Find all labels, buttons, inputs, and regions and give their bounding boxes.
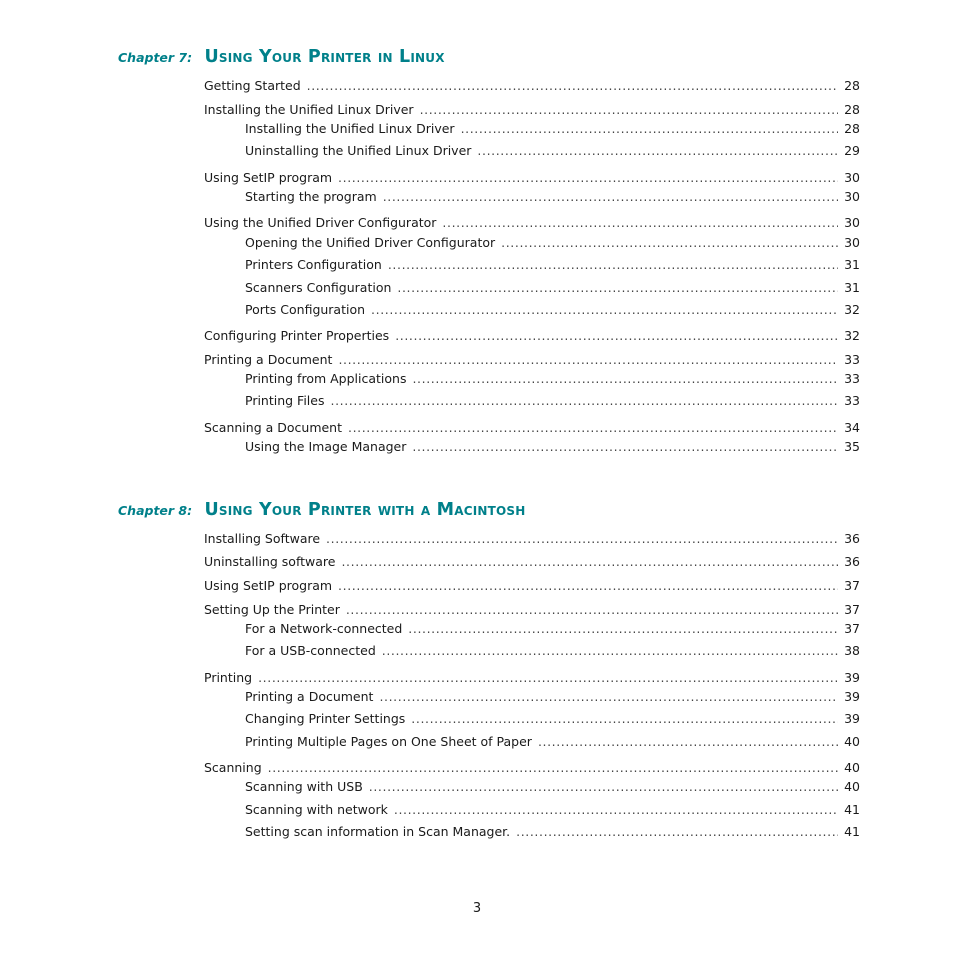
toc-subentry-image-manager[interactable] <box>245 439 860 454</box>
dot-leader <box>516 824 838 839</box>
dot-leader <box>307 78 838 93</box>
toc-entry-text: Installing Software <box>204 531 321 546</box>
toc-subentry-printing-document[interactable] <box>245 689 860 704</box>
toc-entry-text: Printers Configuration <box>245 257 382 272</box>
dot-leader <box>538 734 838 749</box>
chapter-label: Chapter 8: <box>118 503 193 518</box>
dot-leader <box>379 689 838 704</box>
dot-leader <box>348 420 838 435</box>
toc-entry-text: Printing Files <box>245 393 325 408</box>
chapter-title: Using Your Printer with a Macintosh <box>204 500 526 520</box>
toc-entry-text: Setting scan information in Scan Manager. <box>245 824 511 839</box>
toc-page-number: 30 <box>844 189 860 204</box>
toc-page-number: 41 <box>844 802 860 817</box>
toc-entry-installing-driver[interactable] <box>204 102 860 117</box>
dot-leader <box>412 439 838 454</box>
toc-entry-printing-document[interactable] <box>204 352 860 367</box>
toc-page-number: 33 <box>844 352 860 367</box>
dot-leader <box>420 102 839 117</box>
dot-leader <box>501 235 838 250</box>
toc-entry-text: Scanners Configuration <box>245 280 392 295</box>
toc-subentry-opening-configurator[interactable] <box>245 235 860 250</box>
dot-leader <box>338 352 838 367</box>
dot-leader <box>394 802 838 817</box>
toc-page-number: 36 <box>844 531 860 546</box>
toc-entry-getting-started[interactable] <box>204 78 860 93</box>
toc-entry-text: Setting Up the Printer <box>204 602 340 617</box>
toc-entry-text: Using the Unified Driver Configurator <box>204 215 437 230</box>
toc-entry-setip-mac[interactable] <box>204 578 860 593</box>
toc-page-number: 41 <box>844 824 860 839</box>
toc-page-number: 34 <box>844 420 860 435</box>
toc-page-number: 30 <box>844 170 860 185</box>
toc-entry-text: Uninstalling software <box>204 554 336 569</box>
toc-page-number: 35 <box>844 439 860 454</box>
dot-leader <box>346 602 838 617</box>
toc-entry-text: For a Network-connected <box>245 621 403 636</box>
toc-entry-text: Using SetIP program <box>204 578 333 593</box>
page-number: 3 <box>472 901 482 916</box>
toc-entry-text: Scanning a Document <box>204 420 343 435</box>
toc-entry-uninstalling-software[interactable] <box>204 554 860 569</box>
toc-entry-text: Changing Printer Settings <box>245 711 406 726</box>
toc-page-number: 39 <box>844 689 860 704</box>
toc-entry-text: Using the Image Manager <box>245 439 407 454</box>
chapter-title: Using Your Printer in Linux <box>204 47 445 67</box>
toc-entry-text: Uninstalling the Unified Linux Driver <box>245 143 472 158</box>
toc-page-number: 30 <box>844 235 860 250</box>
dot-leader <box>341 554 838 569</box>
toc-entry-text: Installing the Unified Linux Driver <box>204 102 414 117</box>
chapter-7-heading <box>118 40 445 68</box>
toc-entry-text: Starting the program <box>245 189 377 204</box>
dot-leader <box>395 328 838 343</box>
toc-entry-text: Scanning <box>204 760 262 775</box>
toc-entry-text: Scanning with USB <box>245 779 363 794</box>
toc-entry-scanning[interactable] <box>204 760 860 775</box>
toc-subentry-starting-program[interactable] <box>245 189 860 204</box>
toc-entry-text: Printing a Document <box>245 689 374 704</box>
toc-page-number: 30 <box>844 215 860 230</box>
dot-leader <box>258 670 838 685</box>
toc-subentry-multiple-pages[interactable] <box>245 734 860 749</box>
toc-subentry-usb-connected[interactable] <box>245 643 860 658</box>
toc-page-number: 37 <box>844 621 860 636</box>
toc-subentry-scanners-configuration[interactable] <box>245 280 860 295</box>
toc-subentry-printing-files[interactable] <box>245 393 860 408</box>
toc-page-number: 36 <box>844 554 860 569</box>
toc-subentry-uninstalling-driver[interactable] <box>245 143 860 158</box>
toc-subentry-changing-settings[interactable] <box>245 711 860 726</box>
toc-entry-setting-up-printer[interactable] <box>204 602 860 617</box>
toc-entry-driver-configurator[interactable] <box>204 215 860 230</box>
dot-leader <box>412 371 838 386</box>
toc-page-number: 28 <box>844 78 860 93</box>
toc-entry-setip[interactable] <box>204 170 860 185</box>
toc-page-number: 40 <box>844 734 860 749</box>
toc-subentry-scanning-usb[interactable] <box>245 779 860 794</box>
toc-page-number: 29 <box>844 143 860 158</box>
toc-page-number: 40 <box>844 779 860 794</box>
toc-page-number: 37 <box>844 602 860 617</box>
toc-page-number: 32 <box>844 328 860 343</box>
toc-subentry-scanning-network[interactable] <box>245 802 860 817</box>
toc-entry-printing[interactable] <box>204 670 860 685</box>
toc-entry-text: Using SetIP program <box>204 170 333 185</box>
toc-page-number: 31 <box>844 257 860 272</box>
toc-page-number: 39 <box>844 670 860 685</box>
toc-entry-text: Ports Configuration <box>245 302 366 317</box>
chapter-label: Chapter 7: <box>118 50 193 65</box>
toc-subentry-printing-applications[interactable] <box>245 371 860 386</box>
toc-entry-printer-properties[interactable] <box>204 328 860 343</box>
toc-page-number: 33 <box>844 393 860 408</box>
dot-leader <box>338 170 838 185</box>
toc-entry-text: Configuring Printer Properties <box>204 328 390 343</box>
toc-entry-text: Printing from Applications <box>245 371 407 386</box>
dot-leader <box>442 215 838 230</box>
dot-leader <box>369 779 838 794</box>
toc-page-number: 28 <box>844 102 860 117</box>
toc-entry-text: Printing a Document <box>204 352 333 367</box>
toc-subentry-installing-driver[interactable] <box>245 121 860 136</box>
toc-page-number: 40 <box>844 760 860 775</box>
toc-page-number: 28 <box>844 121 860 136</box>
toc-entry-text: Installing the Unified Linux Driver <box>245 121 455 136</box>
chapter-8-heading <box>118 493 526 521</box>
toc-entry-text: For a USB-connected <box>245 643 376 658</box>
toc-entry-text: Printing Multiple Pages on One Sheet of Paper <box>245 734 532 749</box>
dot-leader <box>388 257 838 272</box>
toc-subentry-printers-configuration[interactable] <box>245 257 860 272</box>
dot-leader <box>477 143 838 158</box>
dot-leader <box>461 121 839 136</box>
dot-leader <box>383 189 838 204</box>
toc-entry-scanning-document[interactable] <box>204 420 860 435</box>
dot-leader <box>382 643 838 658</box>
toc-entry-text: Getting Started <box>204 78 301 93</box>
toc-subentry-ports-configuration[interactable] <box>245 302 860 317</box>
toc-page-number: 39 <box>844 711 860 726</box>
dot-leader <box>338 578 838 593</box>
dot-leader <box>268 760 838 775</box>
toc-subentry-network-connected[interactable] <box>245 621 860 636</box>
dot-leader <box>411 711 838 726</box>
dot-leader <box>371 302 838 317</box>
toc-entry-text: Printing <box>204 670 253 685</box>
toc-page-number: 38 <box>844 643 860 658</box>
toc-page-number: 37 <box>844 578 860 593</box>
dot-leader <box>331 393 839 408</box>
toc-entry-text: Opening the Unified Driver Configurator <box>245 235 496 250</box>
toc-page-number: 32 <box>844 302 860 317</box>
dot-leader <box>397 280 838 295</box>
toc-subentry-scan-manager[interactable] <box>245 824 860 839</box>
toc-page-number: 31 <box>844 280 860 295</box>
dot-leader <box>408 621 838 636</box>
toc-entry-text: Scanning with network <box>245 802 388 817</box>
dot-leader <box>326 531 838 546</box>
toc-entry-installing-software[interactable] <box>204 531 860 546</box>
toc-page-number: 33 <box>844 371 860 386</box>
